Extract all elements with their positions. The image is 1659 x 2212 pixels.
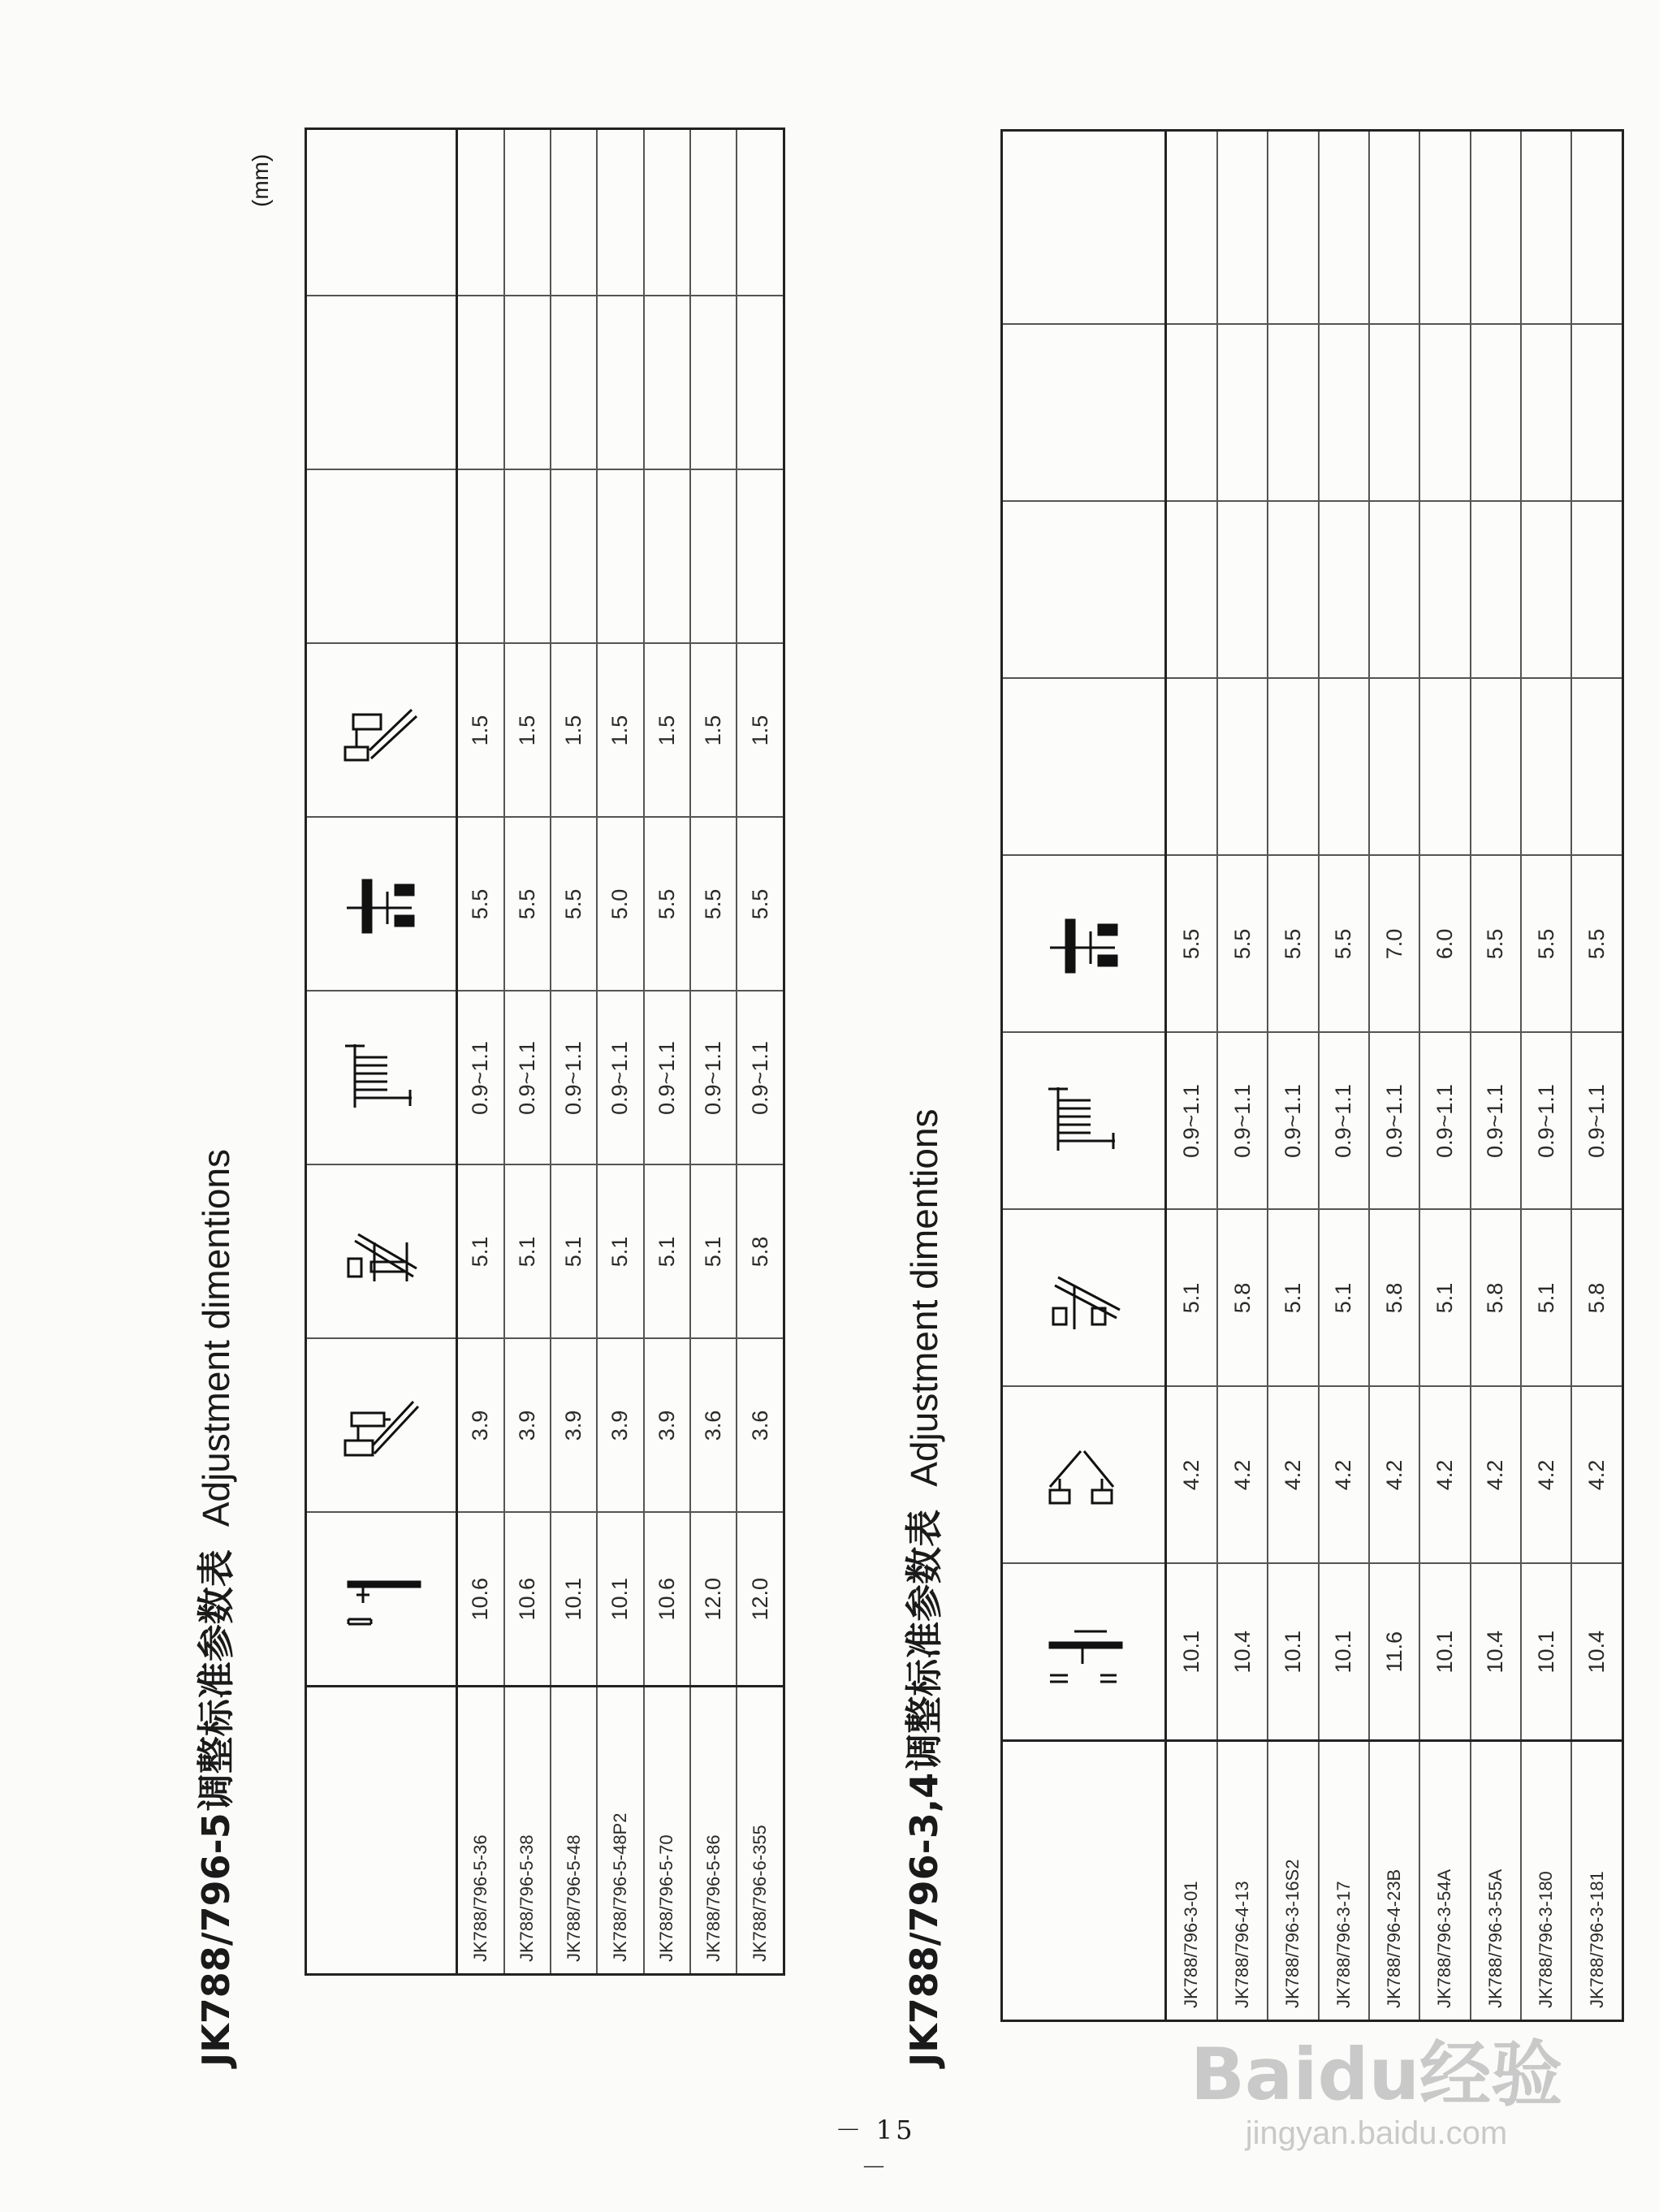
value-cell: 0.9~1.1: [1419, 1033, 1470, 1210]
value-cell: [644, 296, 690, 470]
value-cell: 0.9~1.1: [690, 992, 737, 1165]
section1-header-model: [306, 1687, 457, 1975]
section1-header-col-4: [306, 992, 457, 1165]
value-cell: 1.5: [737, 644, 784, 818]
model-cell: JK788/796-4-13: [1217, 1741, 1268, 2021]
double-looper-position-icon: [1042, 1211, 1126, 1386]
watermark-url: jingyan.baidu.com: [1245, 2115, 1508, 2151]
value-cell: 10.4: [1571, 1564, 1622, 1741]
value-cell: [1217, 502, 1268, 679]
table-row: [456, 129, 503, 1975]
table-row: [597, 129, 643, 1975]
value-cell: 0.9~1.1: [1471, 1033, 1521, 1210]
value-cell: 5.5: [644, 818, 690, 992]
value-cell: [1166, 131, 1217, 325]
value-cell: 3.9: [644, 1339, 690, 1513]
value-cell: 4.2: [1571, 1387, 1622, 1564]
value-cell: [737, 470, 784, 644]
section2-title: [901, 1108, 947, 2067]
value-cell: 0.9~1.1: [1217, 1033, 1268, 1210]
section2-header-col-5: [1002, 856, 1166, 1033]
section1-title-cn: 调整标准参数表: [194, 1549, 238, 1812]
table-row: [1571, 131, 1622, 2021]
value-cell: 10.1: [597, 1513, 643, 1687]
value-cell: 1.5: [690, 644, 737, 818]
value-cell: 5.1: [1268, 1210, 1318, 1387]
value-cell: 10.1: [1521, 1564, 1571, 1741]
value-cell: 3.6: [737, 1339, 784, 1513]
value-cell: 6.0: [1419, 856, 1470, 1033]
section1-table: [305, 127, 785, 1976]
value-cell: [551, 296, 597, 470]
value-cell: 1.5: [456, 644, 503, 818]
value-cell: 5.8: [1369, 1210, 1419, 1387]
value-cell: [737, 296, 784, 470]
value-cell: 0.9~1.1: [644, 992, 690, 1165]
value-cell: [1166, 679, 1217, 856]
value-cell: 5.5: [1521, 856, 1571, 1033]
model-cell: JK788/796-6-355: [737, 1687, 784, 1975]
page-number: － 15 －: [835, 2115, 916, 2183]
value-cell: 5.1: [1166, 1210, 1217, 1387]
section1-table-wrap: [305, 127, 785, 1976]
value-cell: 12.0: [737, 1513, 784, 1687]
unit-label: (mm): [248, 153, 273, 207]
model-cell: JK788/796-3-55A: [1471, 1741, 1521, 2021]
value-cell: 5.1: [456, 1165, 503, 1339]
value-cell: [551, 129, 597, 296]
section1-header-col-9: [306, 129, 457, 296]
section2-header-col-4: [1002, 1033, 1166, 1210]
section2-header-row: [1002, 131, 1166, 2021]
value-cell: 0.9~1.1: [597, 992, 643, 1165]
value-cell: 4.2: [1166, 1387, 1217, 1564]
value-cell: [1419, 131, 1470, 325]
value-cell: [690, 470, 737, 644]
section2-header-col-2: [1002, 1387, 1166, 1564]
value-cell: 3.9: [504, 1339, 551, 1513]
model-cell: JK788/796-5-86: [690, 1687, 737, 1975]
model-cell: JK788/796-3-181: [1571, 1741, 1622, 2021]
table-row: [1319, 131, 1369, 2021]
value-cell: 3.9: [551, 1339, 597, 1513]
model-cell: JK788/796-5-38: [504, 1687, 551, 1975]
presser-gauge-icon: [1042, 857, 1126, 1032]
value-cell: 5.8: [737, 1165, 784, 1339]
value-cell: 5.5: [1217, 856, 1268, 1033]
value-cell: 5.1: [644, 1165, 690, 1339]
model-cell: JK788/796-4-23B: [1369, 1741, 1419, 2021]
table-row: [1521, 131, 1571, 2021]
value-cell: 4.2: [1268, 1387, 1318, 1564]
model-cell: JK788/796-5-48: [551, 1687, 597, 1975]
value-cell: [597, 129, 643, 296]
value-cell: [1571, 325, 1622, 502]
value-cell: 0.9~1.1: [1521, 1033, 1571, 1210]
value-cell: 10.6: [456, 1513, 503, 1687]
feed-dog-height-icon: [1042, 1034, 1126, 1209]
value-cell: [1166, 502, 1217, 679]
value-cell: 10.6: [504, 1513, 551, 1687]
value-cell: 3.9: [456, 1339, 503, 1513]
value-cell: [690, 129, 737, 296]
value-cell: 7.0: [1369, 856, 1419, 1033]
model-cell: JK788/796-3-17: [1319, 1741, 1369, 2021]
value-cell: 5.1: [1319, 1210, 1369, 1387]
value-cell: [456, 296, 503, 470]
value-cell: 5.5: [1571, 856, 1622, 1033]
value-cell: 5.8: [1571, 1210, 1622, 1387]
section1-header-col-6: [306, 644, 457, 818]
watermark-brand: Baidu经验: [1190, 2033, 1563, 2116]
value-cell: [1268, 325, 1318, 502]
section1-header-col-1: [306, 1513, 457, 1687]
table-row: [551, 129, 597, 1975]
value-cell: 5.5: [504, 818, 551, 992]
value-cell: [1166, 325, 1217, 502]
section2-header-col-6: [1002, 679, 1166, 856]
value-cell: [1471, 131, 1521, 325]
section2-header-col-7: [1002, 502, 1166, 679]
value-cell: [1217, 679, 1268, 856]
value-cell: [737, 129, 784, 296]
table-row: [1471, 131, 1521, 2021]
section1-header-col-8: [306, 296, 457, 470]
value-cell: [504, 470, 551, 644]
value-cell: [504, 129, 551, 296]
value-cell: 0.9~1.1: [1319, 1033, 1369, 1210]
value-cell: 11.6: [1369, 1564, 1419, 1741]
value-cell: [1521, 325, 1571, 502]
value-cell: [1268, 679, 1318, 856]
value-cell: 1.5: [597, 644, 643, 818]
value-cell: [1419, 679, 1470, 856]
value-cell: [551, 470, 597, 644]
double-looper-needle-icon: [1042, 1388, 1126, 1563]
value-cell: [690, 296, 737, 470]
value-cell: 0.9~1.1: [737, 992, 784, 1165]
section1-header-col-3: [306, 1165, 457, 1339]
value-cell: 5.5: [456, 818, 503, 992]
section2-header-col-9: [1002, 131, 1166, 325]
value-cell: 3.6: [690, 1339, 737, 1513]
value-cell: 4.2: [1419, 1387, 1470, 1564]
value-cell: [1521, 679, 1571, 856]
value-cell: 10.1: [1319, 1564, 1369, 1741]
needle-guard-icon: [339, 645, 423, 817]
value-cell: 1.5: [551, 644, 597, 818]
value-cell: 5.5: [690, 818, 737, 992]
table-row: [1268, 131, 1318, 2021]
value-cell: 5.1: [1521, 1210, 1571, 1387]
value-cell: 4.2: [1369, 1387, 1419, 1564]
table-row: [1369, 131, 1419, 2021]
value-cell: [1571, 679, 1622, 856]
value-cell: [1319, 502, 1369, 679]
double-needle-height-icon: [1042, 1565, 1126, 1740]
value-cell: 5.0: [597, 818, 643, 992]
value-cell: 10.6: [644, 1513, 690, 1687]
value-cell: [456, 470, 503, 644]
model-cell: JK788/796-5-70: [644, 1687, 690, 1975]
section2-title-cn: 调整标准参数表: [902, 1509, 946, 1771]
value-cell: 10.1: [1166, 1564, 1217, 1741]
value-cell: [1419, 325, 1470, 502]
value-cell: 10.1: [551, 1513, 597, 1687]
value-cell: [644, 470, 690, 644]
looper-needle-icon: [339, 1340, 423, 1512]
value-cell: [1369, 131, 1419, 325]
table-row: [644, 129, 690, 1975]
needle-height-icon: [339, 1514, 423, 1686]
value-cell: 5.5: [737, 818, 784, 992]
value-cell: 5.8: [1471, 1210, 1521, 1387]
section1-header-col-2: [306, 1339, 457, 1513]
section2-header-model: [1002, 1741, 1166, 2021]
looper-position-icon: [339, 1166, 423, 1338]
section2-table-wrap: [1000, 129, 1624, 2022]
model-cell: JK788/796-5-36: [456, 1687, 503, 1975]
section2-header-col-3: [1002, 1210, 1166, 1387]
value-cell: 0.9~1.1: [1268, 1033, 1318, 1210]
value-cell: [1319, 679, 1369, 856]
value-cell: 10.1: [1268, 1564, 1318, 1741]
section1-header-col-7: [306, 470, 457, 644]
model-cell: JK788/796-3-180: [1521, 1741, 1571, 2021]
value-cell: [1571, 131, 1622, 325]
section2-header-col-8: [1002, 325, 1166, 502]
section1-unit: [248, 154, 274, 207]
value-cell: [644, 129, 690, 296]
value-cell: 4.2: [1521, 1387, 1571, 1564]
value-cell: 5.5: [1319, 856, 1369, 1033]
value-cell: [1217, 325, 1268, 502]
value-cell: 5.5: [1471, 856, 1521, 1033]
table-row: [690, 129, 737, 1975]
value-cell: 5.1: [690, 1165, 737, 1339]
value-cell: 0.9~1.1: [1571, 1033, 1622, 1210]
model-cell: JK788/796-3-54A: [1419, 1741, 1470, 2021]
value-cell: [1369, 502, 1419, 679]
value-cell: 10.4: [1471, 1564, 1521, 1741]
value-cell: 0.9~1.1: [1369, 1033, 1419, 1210]
section2-table: [1000, 129, 1624, 2022]
value-cell: 5.5: [551, 818, 597, 992]
value-cell: [1268, 502, 1318, 679]
value-cell: [1471, 325, 1521, 502]
value-cell: 5.8: [1217, 1210, 1268, 1387]
value-cell: [1521, 502, 1571, 679]
model-cell: JK788/796-3-01: [1166, 1741, 1217, 2021]
value-cell: 4.2: [1319, 1387, 1369, 1564]
value-cell: [1217, 131, 1268, 325]
value-cell: 4.2: [1217, 1387, 1268, 1564]
value-cell: 1.5: [644, 644, 690, 818]
value-cell: 5.1: [1419, 1210, 1470, 1387]
value-cell: 10.4: [1217, 1564, 1268, 1741]
value-cell: [1471, 502, 1521, 679]
section2-title-en: Adjustment dimentions: [903, 1108, 945, 1487]
value-cell: [456, 129, 503, 296]
table-row: [1166, 131, 1217, 2021]
value-cell: [1319, 131, 1369, 325]
table-row: [737, 129, 784, 1975]
value-cell: 10.1: [1419, 1564, 1470, 1741]
value-cell: [1369, 325, 1419, 502]
section1-title-code: JK788/796-5: [194, 1812, 238, 2067]
section2-header-col-1: [1002, 1564, 1166, 1741]
value-cell: [597, 470, 643, 644]
value-cell: 0.9~1.1: [504, 992, 551, 1165]
value-cell: [1419, 502, 1470, 679]
value-cell: 1.5: [504, 644, 551, 818]
model-cell: JK788/796-3-16S2: [1268, 1741, 1318, 2021]
section1-header-row: [306, 129, 457, 1975]
value-cell: [1369, 679, 1419, 856]
feed-dog-height-icon: [339, 992, 423, 1164]
table-row: [1217, 131, 1268, 2021]
section2-title-code: JK788/796-3,4: [902, 1772, 946, 2067]
value-cell: 3.9: [597, 1339, 643, 1513]
value-cell: 12.0: [690, 1513, 737, 1687]
model-cell: JK788/796-5-48P2: [597, 1687, 643, 1975]
value-cell: 5.1: [504, 1165, 551, 1339]
value-cell: 5.5: [1166, 856, 1217, 1033]
presser-gauge-icon: [339, 819, 423, 991]
value-cell: 5.1: [551, 1165, 597, 1339]
table-row: [504, 129, 551, 1975]
value-cell: [1521, 131, 1571, 325]
section1-title: [193, 1149, 239, 2067]
value-cell: 0.9~1.1: [456, 992, 503, 1165]
watermark: [1182, 2018, 1571, 2152]
section1-header-col-5: [306, 818, 457, 992]
section1-title-en: Adjustment dimentions: [195, 1148, 237, 1527]
value-cell: 0.9~1.1: [551, 992, 597, 1165]
value-cell: [1571, 502, 1622, 679]
value-cell: [1268, 131, 1318, 325]
table-row: [1419, 131, 1470, 2021]
value-cell: 0.9~1.1: [1166, 1033, 1217, 1210]
value-cell: 5.1: [597, 1165, 643, 1339]
value-cell: [1319, 325, 1369, 502]
value-cell: [504, 296, 551, 470]
value-cell: 4.2: [1471, 1387, 1521, 1564]
value-cell: [1471, 679, 1521, 856]
value-cell: 5.5: [1268, 856, 1318, 1033]
value-cell: [597, 296, 643, 470]
